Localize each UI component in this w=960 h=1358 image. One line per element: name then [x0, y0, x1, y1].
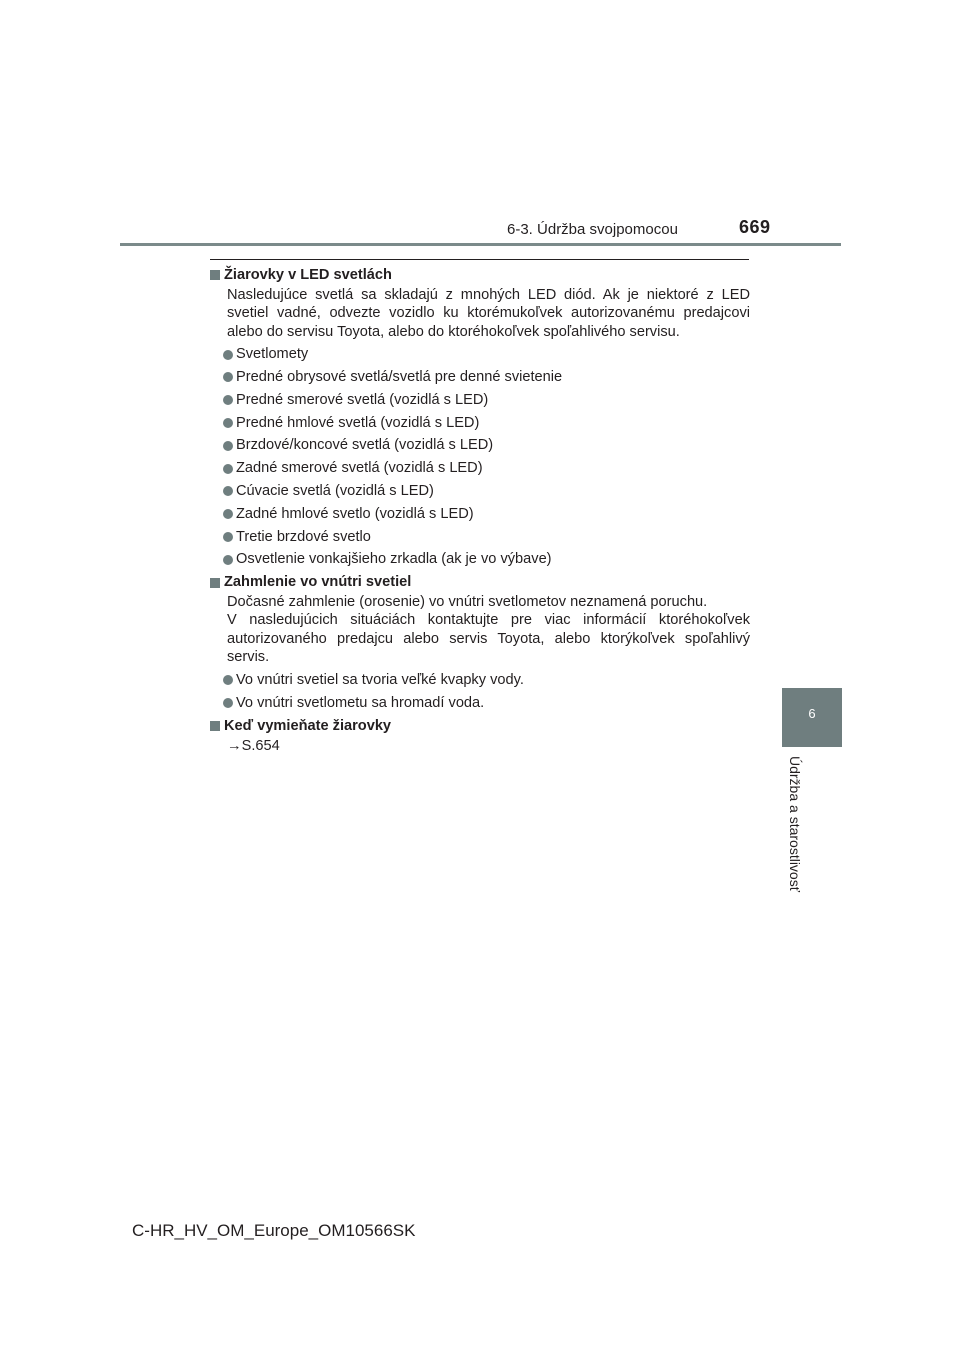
list-item [223, 528, 750, 547]
chapter-tab[interactable] [782, 688, 842, 747]
circle-bullet-icon [223, 372, 233, 382]
heading-text: Zahmlenie vo vnútri svetiel [224, 574, 412, 591]
list-item-text: Svetlomety [236, 346, 309, 363]
list-item-text: Cúvacie svetlá (vozidlá s LED) [236, 483, 434, 500]
section-led-bulbs [210, 266, 750, 569]
list-item-text: Predné obrysové svetlá/svetlá pre denné svietenie [236, 369, 563, 386]
circle-bullet-icon [223, 395, 233, 405]
square-bullet-icon [210, 578, 220, 588]
list-item [223, 459, 750, 478]
circle-bullet-icon [223, 464, 233, 474]
section-heading [210, 573, 750, 592]
list-item-text: Predné smerové svetlá (vozidlá s LED) [236, 391, 489, 408]
circle-bullet-icon [223, 698, 233, 708]
page-reference-link[interactable]: →S.654 [227, 738, 280, 755]
list-item [223, 671, 750, 690]
list-item [223, 436, 750, 455]
header-rule [120, 243, 841, 246]
list-item [223, 550, 750, 569]
circle-bullet-icon [223, 555, 233, 565]
document-code: C-HR_HV_OM_Europe_OM10566SK [132, 1221, 416, 1240]
list-item-text: Zadné hmlové svetlo (vozidlá s LED) [236, 505, 474, 522]
square-bullet-icon [210, 270, 220, 280]
list-item [223, 482, 750, 501]
section-fogging [210, 573, 750, 712]
section-replacing-bulbs [210, 717, 750, 756]
list-item-text: Brzdové/koncové svetlá (vozidlá s LED) [236, 437, 494, 454]
chapter-number: 6 [808, 706, 816, 721]
list-item [223, 368, 750, 387]
chapter-label: Údržba a starostlivosť [787, 756, 803, 892]
list-item-text: Vo vnútri svetlometu sa hromadí voda. [236, 694, 485, 711]
heading-text: Žiarovky v LED svetlách [224, 267, 392, 283]
content-top-rule [210, 259, 749, 260]
list-item-text: Tretie brzdové svetlo [236, 528, 371, 545]
list-item [223, 505, 750, 524]
circle-bullet-icon [223, 486, 233, 496]
list-item-text: Zadné smerové svetlá (vozidlá s LED) [236, 460, 483, 477]
paragraph: Nasledujúce svetlá sa skladajú z mnohých LED diód. Ak je niektoré z LED svetiel vadné, odvezte vozidlo ku ktorémukoľvek autorizovanému predajcovi alebo do servisu Toyota, alebo do ktoréhokoľvek spoľahlivého servisu. [227, 286, 750, 340]
list-item [223, 414, 750, 433]
circle-bullet-icon [223, 418, 233, 428]
list-item [223, 391, 750, 410]
list-item-text: Osvetlenie vonkajšieho zrkadla (ak je vo výbave) [236, 551, 552, 568]
list-item-text: Vo vnútri svetiel sa tvoria veľké kvapky vody. [236, 672, 524, 689]
list-item-text: Predné hmlové svetlá (vozidlá s LED) [236, 414, 480, 431]
paragraph: V nasledujúcich situáciách kontaktujte pre viac informácií ktoréhokoľvek autorizovaného predajcu alebo servis Toyota, alebo ktorýkoľvek spoľahlivý servis. [227, 612, 750, 666]
section-reference: 6-3. Údržba svojpomocou [507, 221, 678, 238]
square-bullet-icon [210, 721, 220, 731]
section-heading [210, 717, 750, 736]
paragraph: Dočasné zahmlenie (orosenie) vo vnútri svetlometov neznamená poruchu. [227, 593, 708, 610]
page-number: 669 [739, 217, 771, 237]
section-heading [210, 266, 750, 285]
heading-text: Keď vymieňate žiarovky [224, 717, 392, 734]
main-content [210, 266, 750, 756]
circle-bullet-icon [223, 350, 233, 360]
circle-bullet-icon [223, 675, 233, 685]
circle-bullet-icon [223, 509, 233, 519]
circle-bullet-icon [223, 441, 233, 451]
list-item [223, 694, 750, 713]
list-item [223, 345, 750, 364]
circle-bullet-icon [223, 532, 233, 542]
